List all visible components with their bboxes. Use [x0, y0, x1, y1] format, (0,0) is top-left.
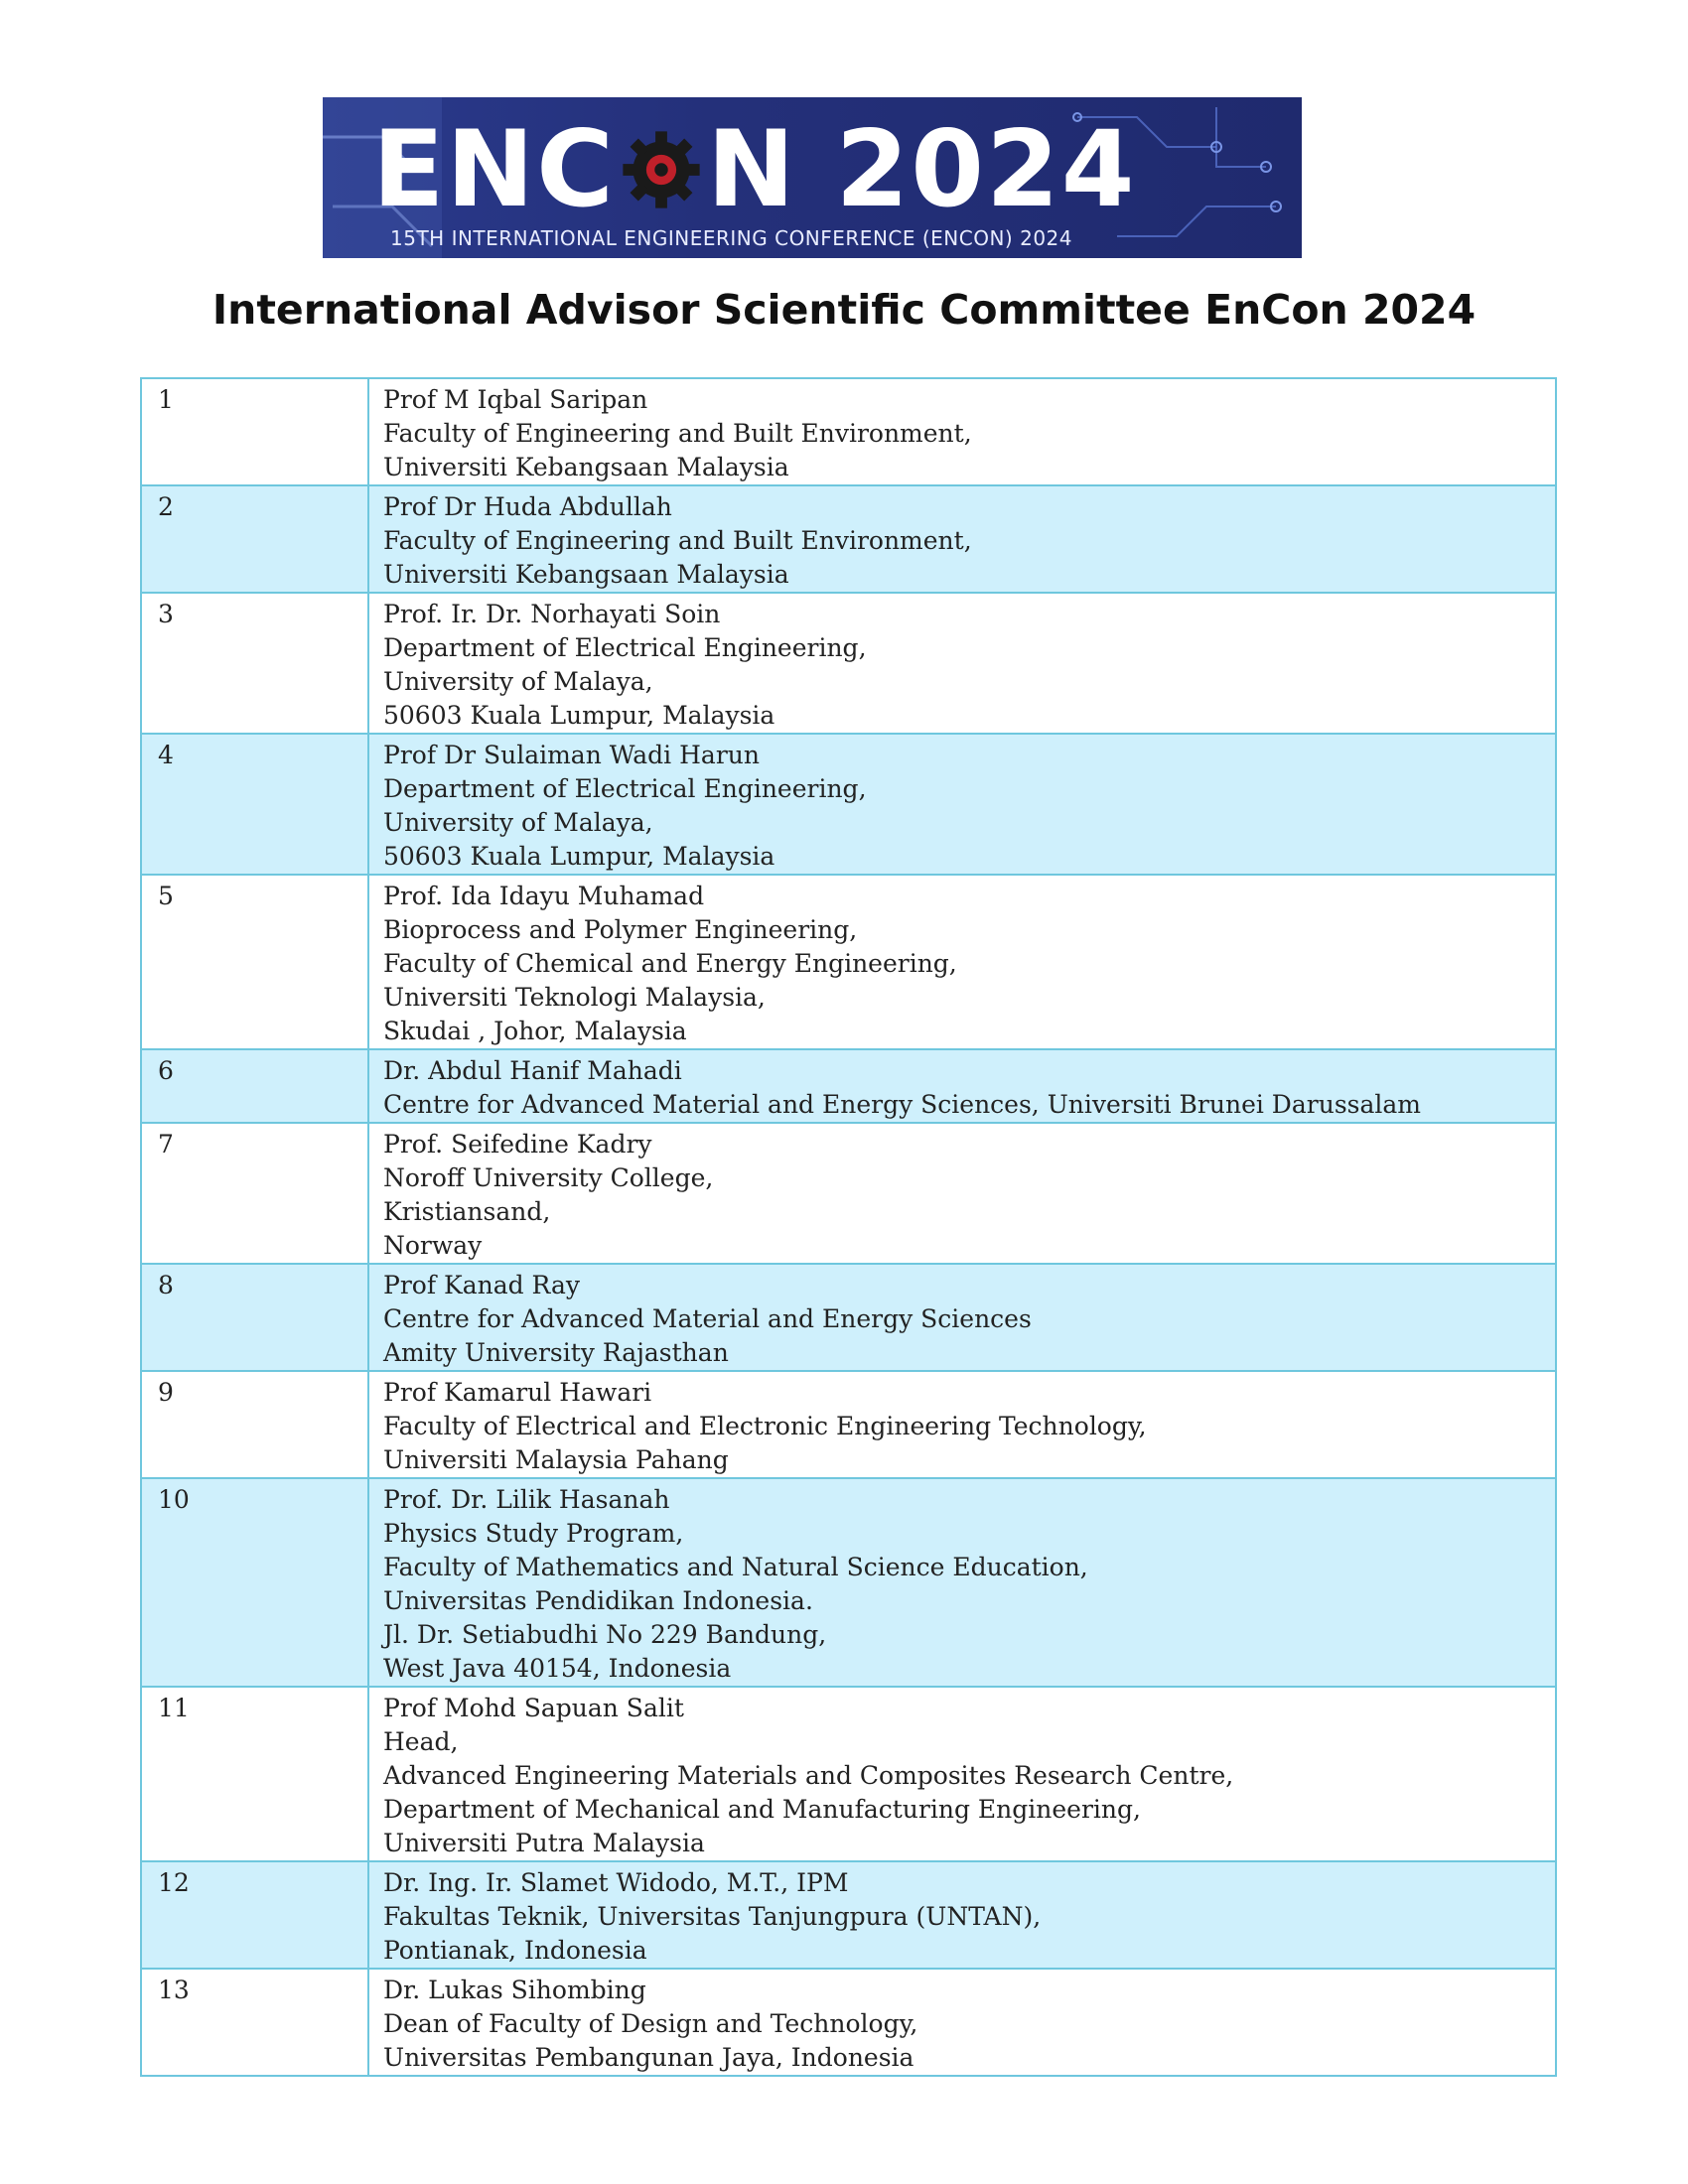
- member-details: [368, 875, 1556, 1049]
- member-number: 8: [141, 1264, 368, 1371]
- member-name: Dr. Ing. Ir. Slamet Widodo, M.T., IPM: [383, 1868, 849, 1897]
- member-details: [368, 1123, 1556, 1264]
- table-row: [141, 593, 1556, 734]
- member-number: 12: [141, 1861, 368, 1969]
- member-affiliation-line: University of Malaya,: [383, 808, 653, 837]
- member-affiliation-line: Head,: [383, 1727, 459, 1756]
- member-affiliation-line: Faculty of Chemical and Energy Engineering,: [383, 949, 957, 978]
- member-details: [368, 378, 1556, 485]
- page-title: International Advisor Scientific Committee EnCon 2024: [211, 286, 1477, 334]
- banner-logo-text-start: ENC: [372, 108, 616, 230]
- member-name: Prof Mohd Sapuan Salit: [383, 1694, 684, 1722]
- member-affiliation-line: Universiti Kebangsaan Malaysia: [383, 453, 789, 481]
- member-number: 6: [141, 1049, 368, 1123]
- banner-logo-text: [372, 108, 1266, 230]
- member-affiliation-line: Physics Study Program,: [383, 1519, 684, 1548]
- member-name: Prof. Dr. Lilik Hasanah: [383, 1485, 670, 1514]
- member-affiliation-line: Centre for Advanced Material and Energy Sciences, Universiti Brunei Darussalam: [383, 1090, 1421, 1119]
- member-affiliation-line: Noroff University College,: [383, 1163, 714, 1192]
- member-affiliation-line: Faculty of Electrical and Electronic Engineering Technology,: [383, 1412, 1147, 1440]
- member-affiliation-line: Pontianak, Indonesia: [383, 1936, 647, 1965]
- member-affiliation-line: University of Malaya,: [383, 667, 653, 696]
- member-affiliation-line: Norway: [383, 1231, 483, 1260]
- table-row: [141, 378, 1556, 485]
- member-affiliation-line: Bioprocess and Polymer Engineering,: [383, 915, 858, 944]
- member-details: [368, 1969, 1556, 2076]
- committee-table: [140, 377, 1557, 2077]
- member-number: 10: [141, 1478, 368, 1687]
- member-affiliation-line: Universitas Pendidikan Indonesia.: [383, 1586, 813, 1615]
- member-affiliation-line: Department of Electrical Engineering,: [383, 633, 867, 662]
- member-number: 3: [141, 593, 368, 734]
- member-name: Prof Dr Sulaiman Wadi Harun: [383, 741, 760, 769]
- member-details: [368, 593, 1556, 734]
- member-name: Prof. Ida Idayu Muhamad: [383, 882, 705, 910]
- committee-table-body: [141, 378, 1556, 2076]
- table-row: [141, 734, 1556, 875]
- banner-subtitle: 15TH INTERNATIONAL ENGINEERING CONFERENCE (ENCON) 2024: [390, 226, 1072, 250]
- table-row: [141, 1687, 1556, 1861]
- member-affiliation-line: Department of Mechanical and Manufacturing Engineering,: [383, 1795, 1141, 1824]
- member-details: [368, 1371, 1556, 1478]
- member-affiliation-line: Skudai , Johor, Malaysia: [383, 1017, 687, 1045]
- member-name: Prof M Iqbal Saripan: [383, 385, 648, 414]
- member-affiliation-line: Advanced Engineering Materials and Composites Research Centre,: [383, 1761, 1234, 1790]
- member-affiliation-line: Universiti Teknologi Malaysia,: [383, 983, 766, 1012]
- member-name: Dr. Lukas Sihombing: [383, 1976, 646, 2004]
- member-number: 5: [141, 875, 368, 1049]
- member-details: [368, 734, 1556, 875]
- member-name: Prof Kamarul Hawari: [383, 1378, 652, 1407]
- conference-banner: [323, 97, 1302, 258]
- table-row: [141, 875, 1556, 1049]
- table-row: [141, 1861, 1556, 1969]
- member-affiliation-line: Kristiansand,: [383, 1197, 551, 1226]
- table-row: [141, 1123, 1556, 1264]
- member-affiliation-line: Amity University Rajasthan: [383, 1338, 729, 1367]
- table-row: [141, 1049, 1556, 1123]
- table-row: [141, 1969, 1556, 2076]
- member-affiliation-line: Universiti Malaysia Pahang: [383, 1445, 729, 1474]
- member-affiliation-line: Department of Electrical Engineering,: [383, 774, 867, 803]
- member-details: [368, 1687, 1556, 1861]
- table-row: [141, 1371, 1556, 1478]
- member-number: 1: [141, 378, 368, 485]
- member-affiliation-line: Dean of Faculty of Design and Technology,: [383, 2009, 918, 2038]
- member-details: [368, 1861, 1556, 1969]
- table-row: [141, 485, 1556, 593]
- member-number: 2: [141, 485, 368, 593]
- member-affiliation-line: 50603 Kuala Lumpur, Malaysia: [383, 842, 775, 871]
- member-affiliation-line: Faculty of Mathematics and Natural Science Education,: [383, 1553, 1088, 1581]
- member-number: 11: [141, 1687, 368, 1861]
- member-affiliation-line: Jl. Dr. Setiabudhi No 229 Bandung,: [383, 1620, 827, 1649]
- gear-icon: [620, 128, 703, 211]
- member-details: [368, 1049, 1556, 1123]
- member-affiliation-line: West Java 40154, Indonesia: [383, 1654, 732, 1683]
- member-number: 13: [141, 1969, 368, 2076]
- member-affiliation-line: Faculty of Engineering and Built Environment,: [383, 419, 972, 448]
- table-row: [141, 1478, 1556, 1687]
- member-affiliation-line: Fakultas Teknik, Universitas Tanjungpura (UNTAN),: [383, 1902, 1042, 1931]
- member-name: Prof Kanad Ray: [383, 1271, 580, 1299]
- member-name: Prof Dr Huda Abdullah: [383, 492, 672, 521]
- member-number: 4: [141, 734, 368, 875]
- member-affiliation-line: Universitas Pembangunan Jaya, Indonesia: [383, 2043, 914, 2072]
- member-details: [368, 1478, 1556, 1687]
- member-affiliation-line: Centre for Advanced Material and Energy Sciences: [383, 1304, 1032, 1333]
- banner-logo-text-end: N 2024: [706, 108, 1137, 230]
- member-affiliation-line: 50603 Kuala Lumpur, Malaysia: [383, 701, 775, 730]
- member-affiliation-line: Universiti Putra Malaysia: [383, 1829, 705, 1857]
- member-affiliation-line: Universiti Kebangsaan Malaysia: [383, 560, 789, 589]
- member-details: [368, 1264, 1556, 1371]
- member-affiliation-line: Faculty of Engineering and Built Environment,: [383, 526, 972, 555]
- member-name: Prof. Seifedine Kadry: [383, 1130, 652, 1159]
- member-name: Dr. Abdul Hanif Mahadi: [383, 1056, 682, 1085]
- member-name: Prof. Ir. Dr. Norhayati Soin: [383, 600, 721, 628]
- member-number: 9: [141, 1371, 368, 1478]
- member-number: 7: [141, 1123, 368, 1264]
- member-details: [368, 485, 1556, 593]
- table-row: [141, 1264, 1556, 1371]
